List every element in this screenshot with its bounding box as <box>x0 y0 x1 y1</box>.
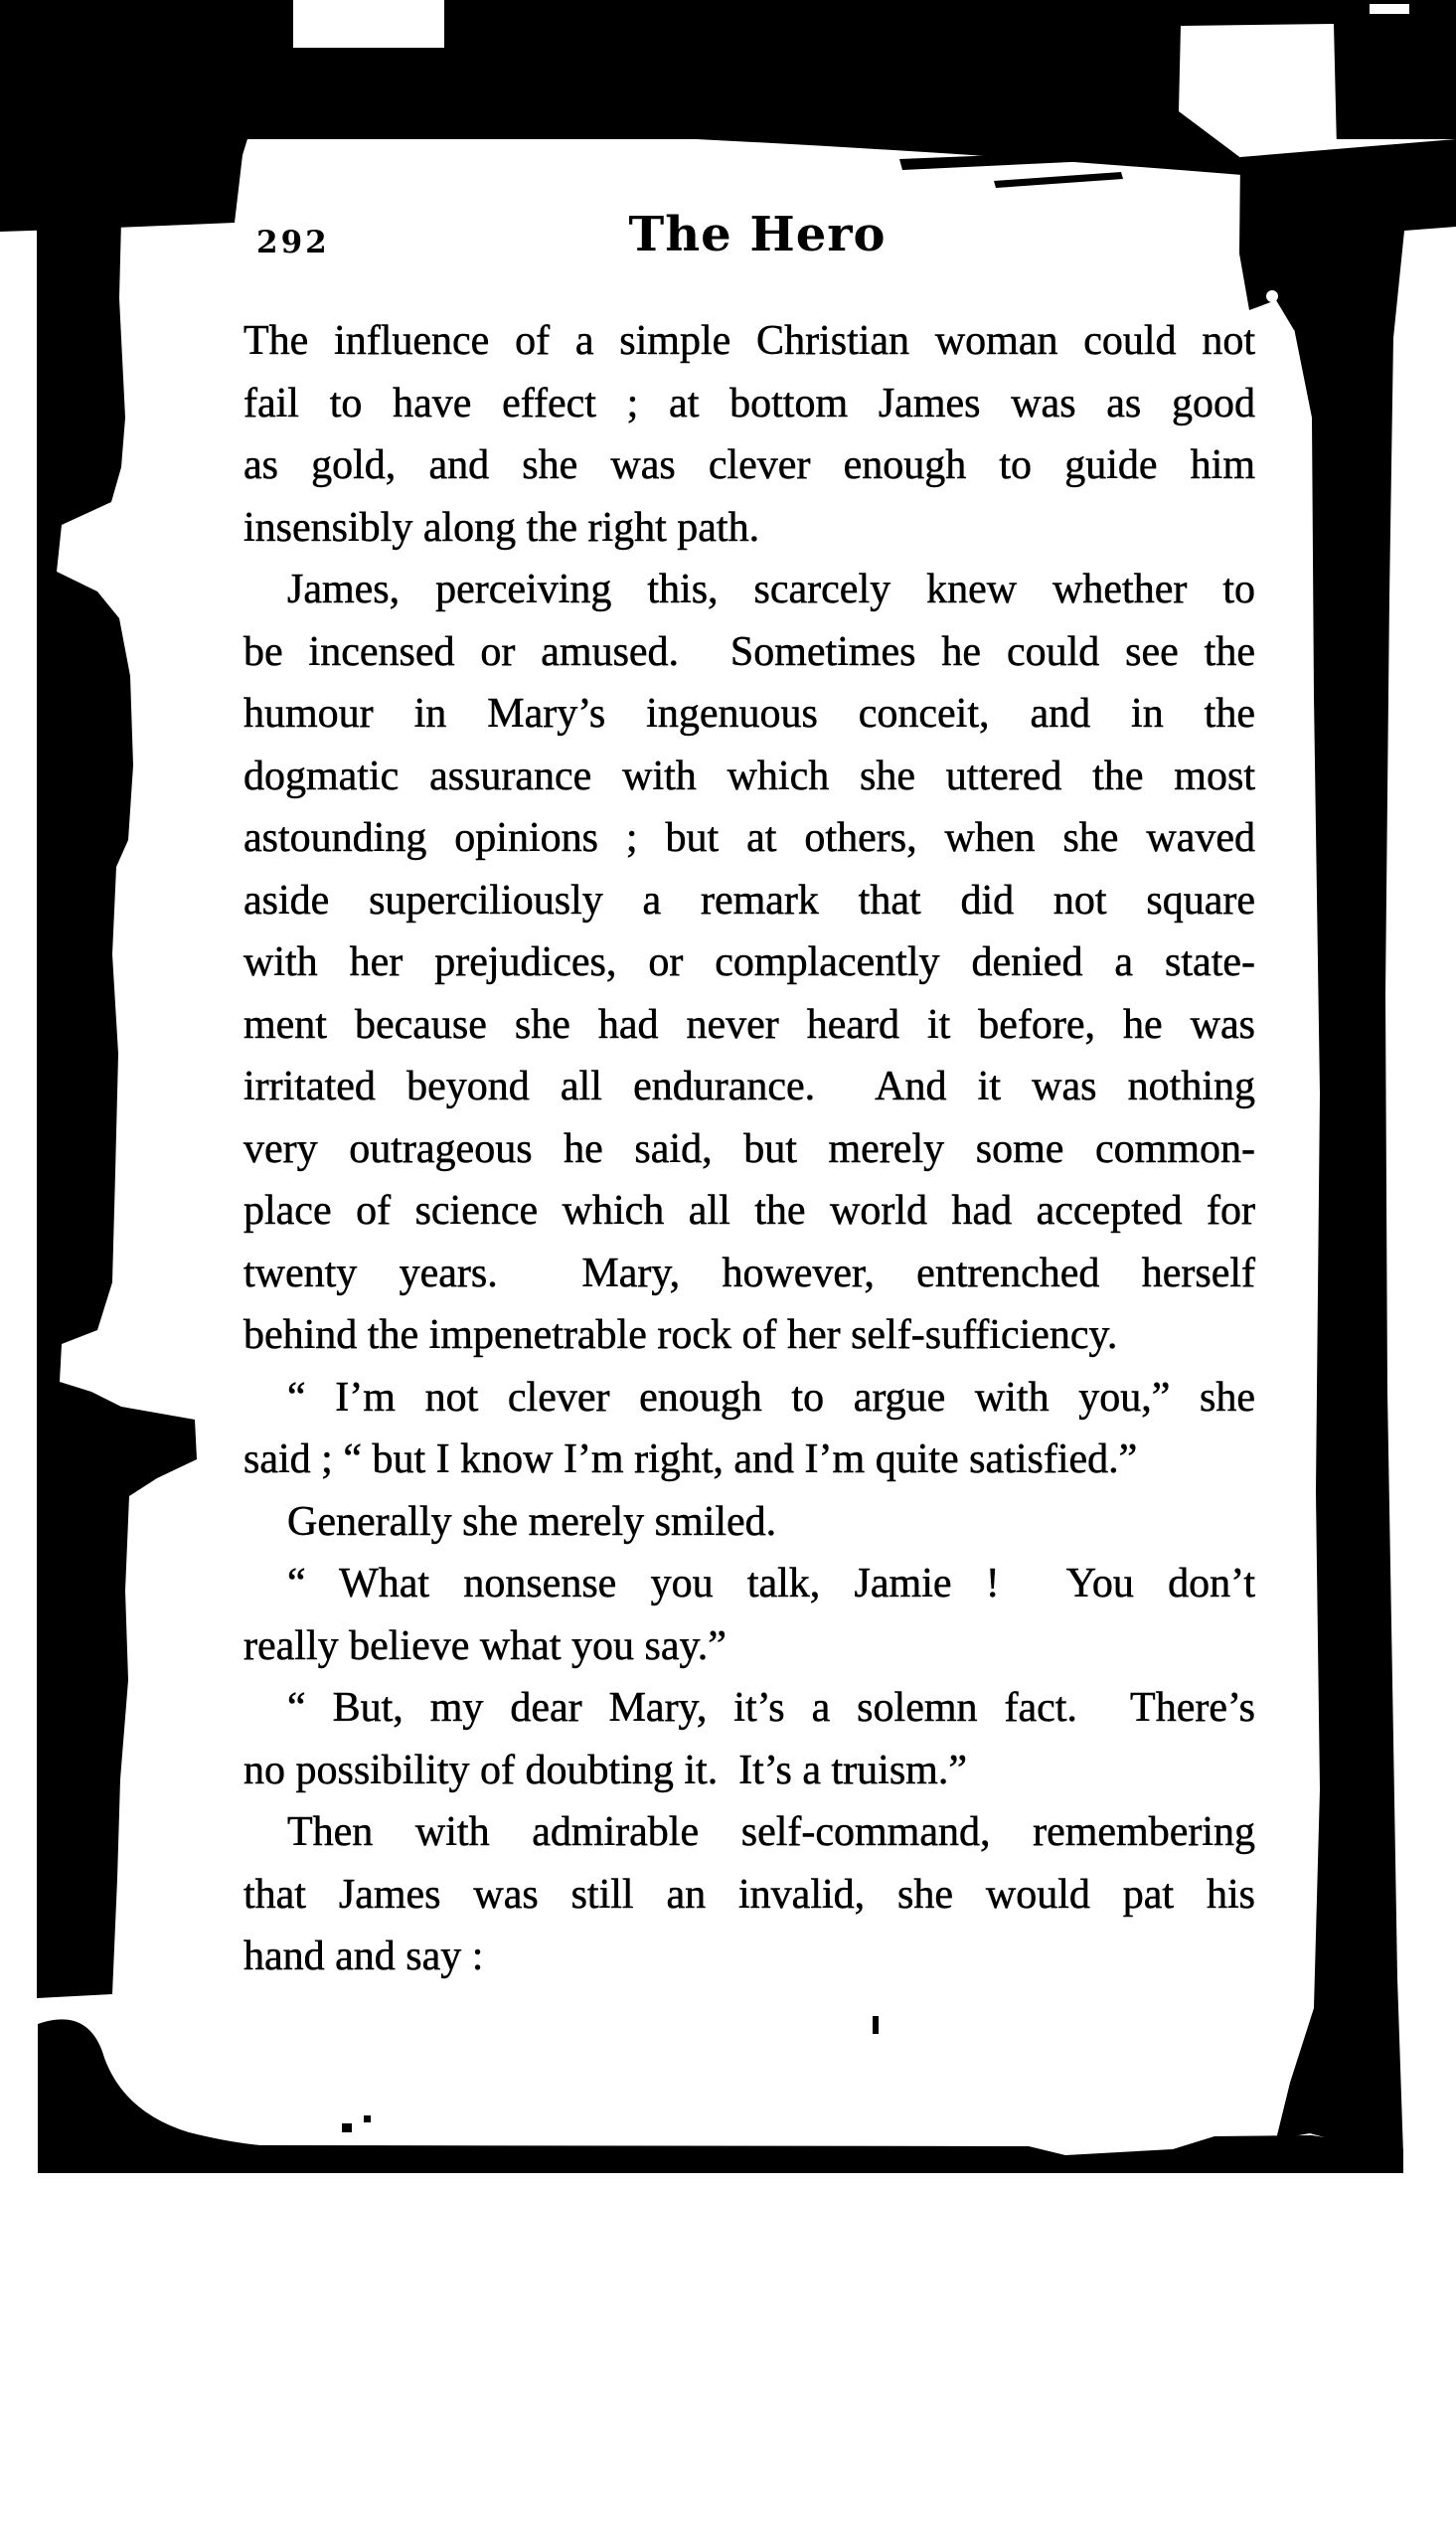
scan-white-speck-top-right <box>1370 4 1409 14</box>
text-line: twenty years. Mary, however, entrenched herself <box>243 1250 1255 1296</box>
text-line: humour in Mary’s ingenuous conceit, and in the <box>243 691 1255 737</box>
text-line: dogmatic assurance with which she uttered the most <box>243 753 1255 799</box>
text-line: hand and say : <box>243 1934 484 1979</box>
text-line: Then with admirable self-command, remembering <box>287 1809 1255 1855</box>
scan-torn-sliver-2 <box>994 172 1123 188</box>
paragraph <box>243 1801 1255 1988</box>
body-text <box>243 310 1255 1988</box>
ink-speck-3 <box>547 2165 553 2170</box>
scan-border-left <box>37 221 197 1998</box>
text-line: behind the impenetrable rock of her self-sufficiency. <box>243 1312 1118 1358</box>
paragraph <box>243 1553 1255 1677</box>
paragraph <box>243 1491 1255 1554</box>
ink-speck-apostrophe <box>873 2016 879 2034</box>
text-line: Generally she merely smiled. <box>287 1498 777 1545</box>
text-line: The influence of a simple Christian woman could not <box>243 318 1255 364</box>
ink-speck-2 <box>364 2115 371 2122</box>
scan-border-top-right <box>1239 139 1456 338</box>
text-line: be incensed or amused. Sometimes he could see the <box>243 628 1255 675</box>
text-line: ment because she had never heard it before, he was <box>243 1001 1255 1048</box>
scan-white-notch <box>293 0 444 48</box>
text-line: place of science which all the world had accepted for <box>243 1188 1255 1234</box>
scan-white-pinhole <box>1266 290 1278 302</box>
text-line: very outrageous he said, but merely some common- <box>243 1125 1255 1172</box>
text-line: insensibly along the right path. <box>243 504 760 551</box>
text-line: no possibility of doubting it. It’s a truism.” <box>243 1747 967 1793</box>
text-line: aside superciliously a remark that did not square <box>243 877 1255 924</box>
scan-border-top-slope <box>517 119 1244 175</box>
paragraph <box>243 559 1255 1367</box>
text-line: fail to have effect ; at bottom James was as good <box>243 380 1255 426</box>
paragraph <box>243 1677 1255 1801</box>
text-line: “ But, my dear Mary, it’s a solemn fact. There’s <box>287 1685 1255 1731</box>
text-line: with her prejudices, or complacently denied a state- <box>243 939 1255 985</box>
scan-border-bottom <box>38 2019 1403 2173</box>
page-number: 292 <box>256 225 330 260</box>
scan-border-right <box>1276 328 1403 2155</box>
text-line: that James was still an invalid, she would pat his <box>243 1871 1255 1918</box>
paragraph <box>243 1367 1255 1491</box>
text-line: “ What nonsense you talk, Jamie ! You don’t <box>287 1561 1255 1606</box>
paragraph <box>243 310 1255 559</box>
text-line: really believe what you say.” <box>243 1622 727 1669</box>
text-line: irritated beyond all endurance. And it was nothing <box>243 1064 1255 1109</box>
ink-speck-1 <box>342 2123 352 2132</box>
text-line: James, perceiving this, scarcely knew whether to <box>287 567 1255 612</box>
text-line: as gold, and she was clever enough to guide him <box>243 442 1255 488</box>
text-line: “ I’m not clever enough to argue with you,” she <box>287 1374 1255 1421</box>
scan-border-top-left <box>0 119 250 232</box>
text-line: astounding opinions ; but at others, when she waved <box>243 815 1255 861</box>
text-line: said ; “ but I know I’m right, and I’m quite satisfied.” <box>243 1436 1138 1482</box>
book-title: The Hero <box>628 207 887 262</box>
